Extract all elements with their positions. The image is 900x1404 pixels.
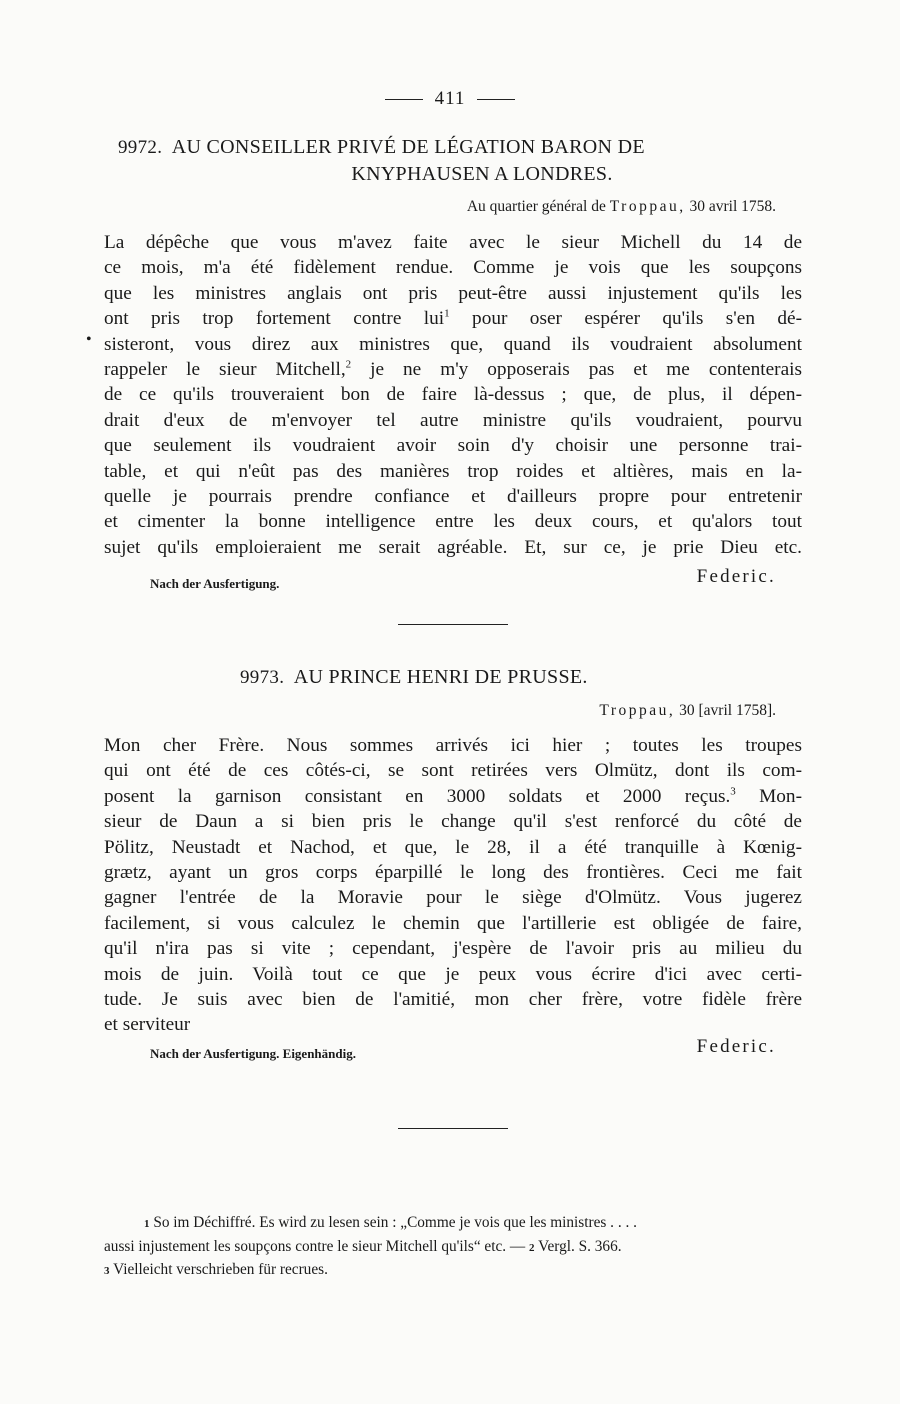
letter2-line: sieur de Daun a si bien pris le change qu'il s'est renforcé du côté de: [104, 811, 802, 833]
letter2-line3-start: posent la garnison consistant en 3000 soldats et 2000 reçus.: [104, 785, 731, 807]
letter1-dateline-date: 30 avril 1758.: [689, 198, 776, 215]
letter2-dateline-place: Troppau,: [599, 702, 676, 719]
letter1-body: [104, 230, 802, 560]
page-number-dash-right: [477, 99, 515, 100]
page-number-dash-left: [385, 99, 423, 100]
letter2-body: [104, 733, 802, 1038]
footnote-1: [104, 1212, 804, 1236]
letter1-line: table, et qui n'eût pas des manières trop roides et altières, mais en la-: [104, 460, 802, 482]
footnote-3-text: Vielleicht verschrieben für recrues.: [113, 1261, 328, 1278]
footnote-3-mark: 3: [104, 1265, 110, 1277]
letter1-dateline-place: Troppau,: [609, 198, 686, 215]
letter1-line: de ce qu'ils trouveraient bon de faire là-dessus ; que, de plus, il dépen-: [104, 384, 802, 406]
letter1-line: que seulement ils voudraient avoir soin d'y choisir une personne trai-: [104, 435, 802, 457]
letter1-heading-line1: AU CONSEILLER PRIVÉ DE LÉGATION BARON DE: [171, 136, 645, 158]
letter1-number: 9972.: [118, 137, 163, 158]
letter1-line: que les ministres anglais ont pris peut-être aussi injustement qu'ils les: [104, 282, 802, 304]
letter2-line: qui ont été de ces côtés-ci, se sont retirées vers Olmütz, dont ils com-: [104, 760, 802, 782]
footnote-2-mark: 2: [529, 1241, 535, 1254]
letter2-line: facilement, si vous calculez le chemin que l'artillerie est obligée de faire,: [104, 912, 802, 934]
letter1-line6-rest: je ne m'y opposerais pas et me contenterais: [351, 358, 802, 380]
letter1-line: sujet qu'ils emploieraient me serait agréable. Et, sur ce, je prie Dieu etc.: [104, 536, 802, 558]
letter2-line: mois de juin. Voilà tout ce que je peux vous écrire d'ici avec certi-: [104, 963, 802, 985]
letter2-line3-rest: Mon-: [735, 785, 802, 807]
letter2-line: et serviteur: [104, 1014, 191, 1036]
page-number: [0, 88, 900, 110]
letter2-line: Pölitz, Neustadt et Nachod, et que, le 28, il a été tranquille à Kœnig-: [104, 836, 802, 858]
letter1-line: drait d'eux de m'envoyer tel autre ministre qu'ils voudraient, pourvu: [104, 409, 802, 431]
letter1-heading: [118, 134, 786, 187]
letter1-line6-start: rappeler le sieur Mitchell,: [104, 358, 346, 380]
letter2-heading: [240, 664, 760, 691]
letter2-dateline-date: 30 [avril 1758].: [679, 702, 776, 719]
letter1-line: et cimenter la bonne intelligence entre les deux cours, et qu'alors tout: [104, 511, 802, 533]
letter1-line: quelle je pourrais prendre confiance et d'ailleurs propre pour entretenir: [104, 485, 802, 507]
letter1-line: La dépêche que vous m'avez faite avec le sieur Michell du 14 de: [104, 232, 802, 253]
letter1-dateline: [467, 198, 776, 216]
page-number-value: 411: [434, 88, 466, 109]
letter2-line: qu'il n'ira pas si vite ; cependant, j'espère de l'avoir pris au milieu du: [104, 938, 802, 960]
letter1-line: sisteront, vous direz aux ministres que, quand ils voudraient absolument: [104, 333, 802, 355]
letter2-line: grætz, ayant un gros corps éparpillé le long des frontières. Ceci me fait: [104, 861, 802, 883]
letter1-line-with-ref: [104, 306, 802, 331]
letter2-signature: Federic.: [696, 1036, 776, 1057]
letter1-line-with-ref: [104, 357, 802, 382]
footnote-divider: [398, 1128, 508, 1129]
footnote-2-text: Vergl. S. 366.: [538, 1237, 622, 1255]
footnote-ref-3: 3: [730, 785, 736, 798]
letter1-dateline-prefix: Au quartier général de: [466, 198, 606, 215]
letter1-line: ce mois, m'a été fidèlement rendue. Comme je vois que les soupçons: [104, 257, 802, 279]
letter1-line4-start: ont pris trop fortement contre lui: [104, 308, 445, 330]
footnote-3: [104, 1259, 804, 1283]
letter1-signature: Federic.: [696, 566, 776, 587]
letter2-dateline: [599, 702, 776, 720]
letter1-line4-rest: pour oser espérer qu'ils s'en dé-: [449, 308, 802, 330]
footnotes: [104, 1212, 804, 1283]
letter2-line: Mon cher Frère. Nous sommes arrivés ici hier ; toutes les troupes: [104, 735, 802, 756]
letter2-line-with-ref: [104, 784, 802, 809]
letter2-heading-title: AU PRINCE HENRI DE PRUSSE.: [293, 666, 588, 688]
footnote-1-continuation: [104, 1236, 804, 1260]
footnote-1-text: So im Déchiffré. Es wird zu lesen sein : „Comme je vois que les ministres . . . .: [153, 1214, 637, 1231]
letter2-number: 9973.: [240, 667, 285, 688]
footnote-1-cont: aussi injustement les soupçons contre le sieur Mitchell qu'ils“ etc. —: [104, 1237, 526, 1255]
footnote-ref-1: 1: [444, 307, 450, 320]
letter1-heading-line2: KNYPHAUSEN A LONDRES.: [351, 163, 613, 185]
letter2-source-note: Nach der Ausfertigung. Eigenhändig.: [150, 1046, 356, 1061]
letter1-source-note: Nach der Ausfertigung.: [150, 576, 280, 591]
footnote-ref-2: 2: [345, 358, 352, 371]
footnote-1-mark: 1: [144, 1218, 150, 1230]
margin-mark: •: [86, 331, 92, 348]
letter2-line: tude. Je suis avec bien de l'amitié, mon cher frère, votre fidèle frère: [104, 988, 802, 1010]
section-divider: [398, 624, 508, 625]
letter2-line: gagner l'entrée de la Moravie pour le siège d'Olmütz. Vous jugerez: [104, 887, 802, 909]
